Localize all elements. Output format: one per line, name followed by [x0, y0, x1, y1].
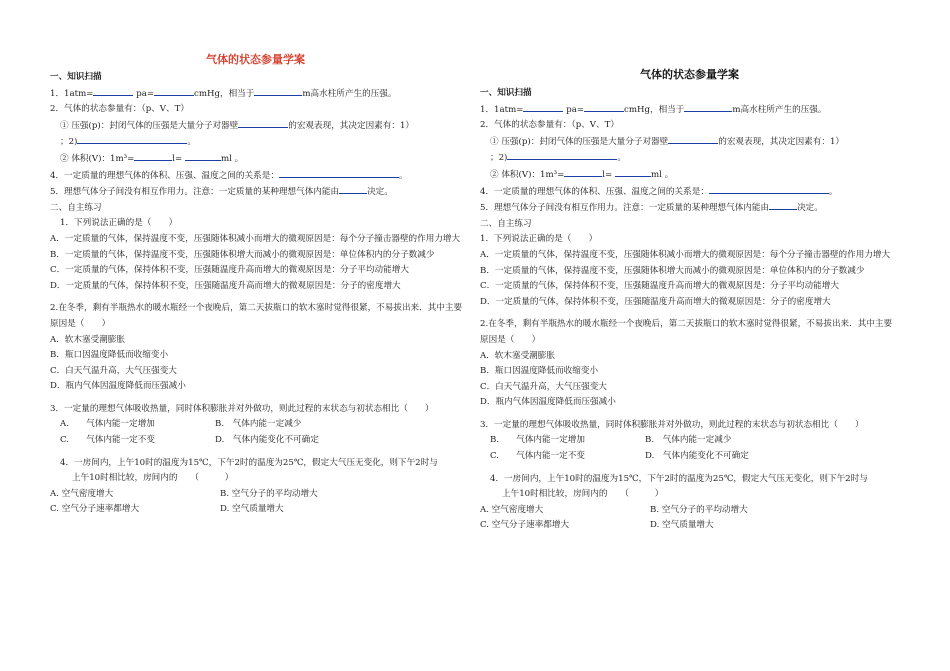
question-3-option-d: D. 气体内能变化不可确定 — [215, 435, 319, 446]
question-2: 2.在冬季，剩有半瓶热水的暖水瓶经一个夜晚后，第二天拔瓶口的软木塞时觉得很紧，不易拔出来．其中主要原因是（ ） — [480, 319, 893, 345]
item-5: 5．理想气体分子间没有相互作用力。注意：一定质量的某种理想气体内能由 决定。 — [480, 200, 900, 217]
question-4-options-ab — [480, 503, 900, 519]
question-2-option-a: A．软木塞受潮膨胀 — [50, 334, 125, 345]
question-4-option-a: A. 空气密度增大 — [480, 504, 544, 515]
question-2-option-c: C．白天气温升高，大气压强变大 — [480, 381, 607, 392]
item-1: 1．1atm= pa= cmHg，相当于 m高水柱所产生的压强。 — [480, 102, 900, 119]
fill-blank[interactable] — [507, 150, 617, 160]
question-3-options-ab — [50, 417, 468, 433]
item-4: 4．一定质量的理想气体的体积、压强、温度之间的关系是： 。 — [50, 168, 468, 185]
question-2-option-d: D．瓶内气体因温度降低而压强减小 — [50, 381, 186, 392]
question-4-options-ab — [50, 487, 468, 503]
item-2-pressure: ① 压强(p)：封闭气体的压强是大量分子对器壁 的宏观表现，其决定因素有：1） — [50, 118, 468, 135]
item-2: 2．气体的状态参量有：（p、V、T） — [50, 104, 189, 115]
question-4-option-b: B. 空气分子的平均动增大 — [650, 504, 748, 515]
fill-blank[interactable] — [615, 167, 651, 177]
question-2: 2.在冬季，剩有半瓶热水的暖水瓶经一个夜晚后，第二天拔瓶口的软木塞时觉得很紧，不易拔出来．其中主要原因是（ ） — [50, 303, 463, 329]
worksheet-body — [50, 70, 468, 518]
question-2-option-d: D．瓶内气体因温度降低而压强减小 — [480, 397, 616, 408]
question-3-options-cd — [50, 433, 468, 449]
question-1: 1．下列说法正确的是（ ） — [60, 218, 178, 229]
question-2-option-b: B．瓶口因温度降低而收缩变小 — [50, 350, 169, 361]
question-4-options-cd — [50, 502, 468, 518]
item-2-pressure-cont: ；2) 。 — [50, 134, 468, 151]
item-5: 5．理想气体分子间没有相互作用力。注意：一定质量的某种理想气体内能由 决定。 — [50, 184, 468, 201]
fill-blank[interactable] — [185, 151, 221, 161]
question-3: 3．一定量的理想气体吸收热量，同时体积膨胀并对外做功，则此过程的末状态与初状态相比（ ） — [480, 419, 864, 430]
fill-blank[interactable] — [668, 134, 718, 144]
question-4: 4．一房间内，上午10时的温度为15℃，下午2时的温度为25℃，假定大气压无变化，则下午2时与 — [490, 473, 868, 484]
item-2-pressure: ① 压强(p)：封闭气体的压强是大量分子对器壁 的宏观表现，其决定因素有：1） — [480, 134, 900, 151]
question-4-options-cd — [480, 518, 900, 534]
page-title: 气体的状态参量学案 — [640, 68, 739, 81]
section-heading-practice: 二、自主练习 — [50, 202, 102, 213]
question-2-option-b: B．瓶口因温度降低而收缩变小 — [480, 366, 599, 377]
question-4: 4．一房间内，上午10时的温度为15℃，下午2时的温度为25℃，假定大气压无变化，则下午2时与 — [60, 457, 438, 468]
fill-blank[interactable] — [769, 200, 797, 210]
question-4-cont: 上午10时相比较，房间内的 （ ） — [72, 473, 234, 484]
question-3-option-c: C. 气体内能一定不变 — [490, 451, 585, 462]
question-1-option-b: B．一定质量的气体，保持温度不变，压强随体积增大而减小的微观原因是：单位体积内的分子数减少 — [50, 249, 435, 260]
question-1-option-d: D．一定质量的气体，保持体积不变，压强随温度升高而增大的微观原因是：分子的密度增大 — [480, 296, 831, 307]
fill-blank[interactable] — [684, 102, 732, 112]
fill-blank[interactable] — [154, 86, 194, 96]
question-2-option-c: C．白天气温升高，大气压强变大 — [50, 365, 177, 376]
fill-blank[interactable] — [254, 86, 302, 96]
item-1: 1．1atm= pa= cmHg，相当于 m高水柱所产生的压强。 — [50, 86, 468, 103]
question-1-option-a: A．一定质量的气体，保持温度不变，压强随体积减小而增大的微观原因是：每个分子撞击器壁的作用力增大 — [50, 233, 461, 244]
question-3-option-b: B. 气体内能一定减少 — [215, 419, 302, 430]
fill-blank[interactable] — [523, 102, 563, 112]
question-3-option-a: B. 气体内能一定增加 — [490, 435, 585, 446]
page-title: 气体的状态参量学案 — [206, 53, 305, 66]
question-4-cont: 上午10时相比较，房间内的 （ ） — [502, 489, 664, 500]
question-3-options-cd — [480, 449, 900, 465]
section-heading-practice: 二、自主练习 — [480, 218, 532, 229]
item-2: 2．气体的状态参量有：（p、V、T） — [480, 120, 619, 131]
fill-blank[interactable] — [134, 151, 172, 161]
fill-blank[interactable] — [93, 86, 133, 96]
question-3-option-b: B. 气体内能一定减少 — [645, 435, 732, 446]
question-1-option-c: C．一定质量的气体，保持体积不变，压强随温度升高而增大的微观原因是：分子平均动能增大 — [50, 265, 409, 276]
item-4: 4．一定质量的理想气体的体积、压强、温度之间的关系是： 。 — [480, 184, 900, 201]
fill-blank[interactable] — [279, 168, 399, 178]
question-4-option-b: B. 空气分子的平均动增大 — [220, 488, 318, 499]
question-1-option-d: D．一定质量的气体，保持体积不变，压强随温度升高而增大的微观原因是：分子的密度增大 — [50, 280, 401, 291]
fill-blank[interactable] — [339, 184, 367, 194]
fill-blank[interactable] — [564, 167, 602, 177]
question-1: 1．下列说法正确的是（ ） — [480, 234, 598, 245]
question-4-option-c: C. 空气分子速率都增大 — [50, 504, 140, 515]
worksheet-body — [480, 86, 900, 534]
question-2-option-a: A．软木塞受潮膨胀 — [480, 350, 555, 361]
question-1-option-c: C．一定质量的气体，保持体积不变，压强随温度升高而增大的微观原因是：分子平均动能增大 — [480, 281, 839, 292]
question-3: 3．一定量的理想气体吸收热量，同时体积膨胀并对外做功，则此过程的末状态与初状态相比（ ） — [50, 403, 434, 414]
question-1-option-a: A．一定质量的气体，保持温度不变，压强随体积减小而增大的微观原因是：每个分子撞击器壁的作用力增大 — [480, 249, 891, 260]
item-2-pressure-cont: ；2) 。 — [480, 150, 900, 167]
fill-blank[interactable] — [77, 134, 187, 144]
question-4-option-a: A. 空气密度增大 — [50, 488, 114, 499]
question-3-option-d: D. 气体内能变化不可确定 — [645, 451, 749, 462]
section-heading-knowledge: 一、知识扫描 — [50, 72, 102, 82]
fill-blank[interactable] — [238, 118, 288, 128]
question-4-option-d: D. 空气质量增大 — [650, 520, 714, 531]
question-1-option-b: B．一定质量的气体，保持温度不变，压强随体积增大而减小的微观原因是：单位体积内的分子数减少 — [480, 265, 865, 276]
item-2-volume: ② 体积(V)：1m³= l= ml 。 — [50, 151, 468, 168]
section-heading-knowledge: 一、知识扫描 — [480, 88, 532, 98]
question-3-options-ab — [480, 433, 900, 449]
item-2-volume: ② 体积(V)：1m³= l= ml 。 — [480, 167, 900, 184]
fill-blank[interactable] — [709, 184, 829, 194]
question-3-option-a: A. 气体内能一定增加 — [60, 419, 155, 430]
question-4-option-c: C. 空气分子速率都增大 — [480, 520, 570, 531]
fill-blank[interactable] — [584, 102, 624, 112]
question-3-option-c: C. 气体内能一定不变 — [60, 435, 155, 446]
question-4-option-d: D. 空气质量增大 — [220, 504, 284, 515]
